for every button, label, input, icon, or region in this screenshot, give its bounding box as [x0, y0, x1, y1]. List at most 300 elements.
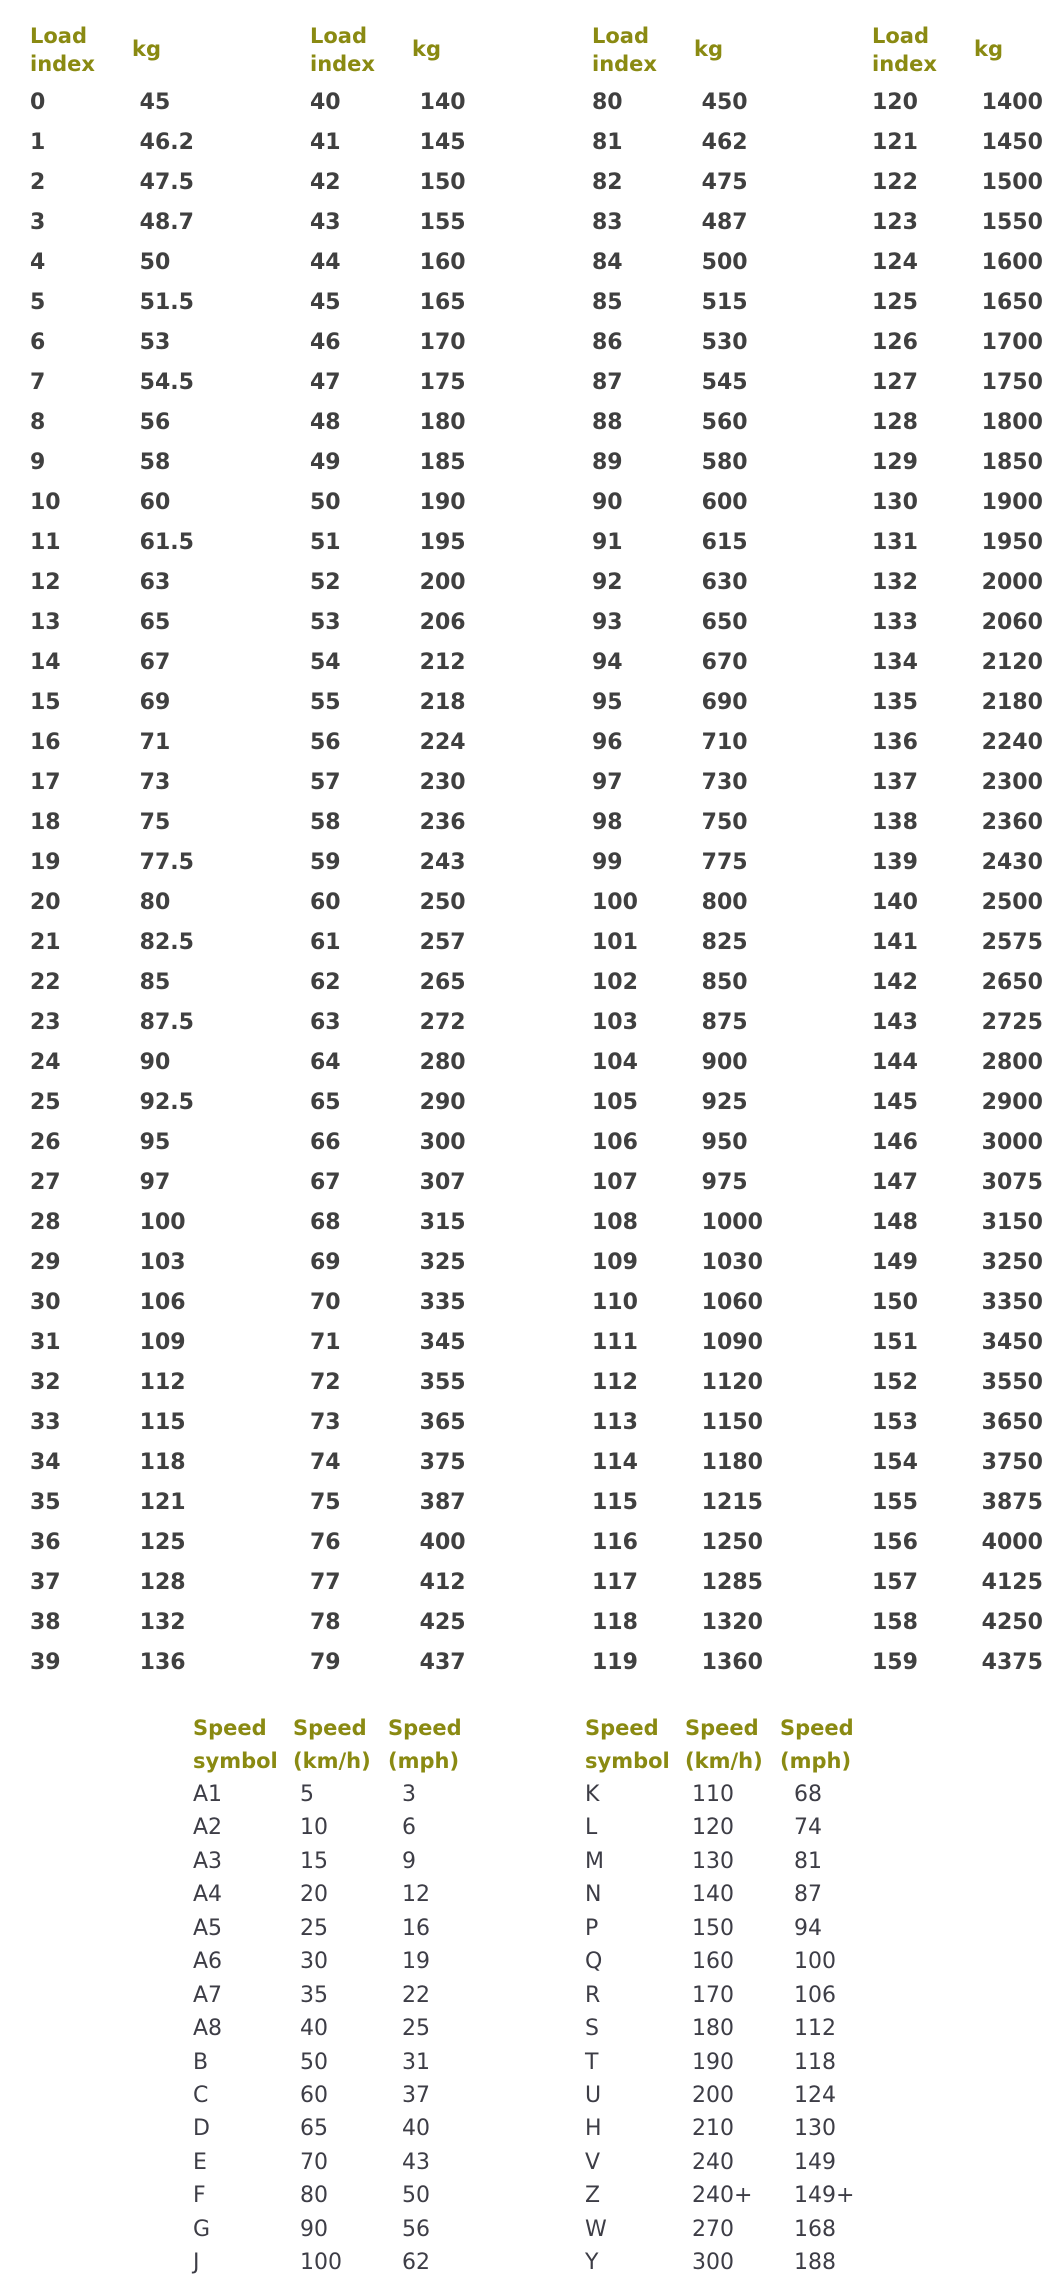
kg-value: 92.5	[139, 1090, 194, 1115]
load-index-value: 132	[872, 570, 918, 595]
speed-table-row	[585, 1945, 915, 1978]
load-index-value: 105	[592, 1090, 638, 1115]
load-index-value: 33	[30, 1410, 61, 1435]
speed-mph-header	[780, 1712, 854, 1778]
speed-mph-value: 149+	[794, 2183, 855, 2209]
speed-mph-value: 31	[402, 2049, 430, 2075]
kg-value: 46.2	[139, 130, 194, 155]
kg-value: 462	[701, 130, 748, 155]
speed-kmh-value: 60	[300, 2082, 328, 2108]
load-table-row	[872, 1363, 1055, 1403]
kg-value: 3075	[981, 1170, 1043, 1195]
speed-symbol-value: E	[193, 2149, 207, 2175]
load-table-row	[310, 1123, 550, 1163]
load-index-value: 129	[872, 450, 918, 475]
load-table-row	[310, 1243, 550, 1283]
kg-value: 3250	[981, 1250, 1043, 1275]
kg-value: 90	[139, 1050, 171, 1075]
speed-mph-value: 168	[794, 2216, 836, 2242]
load-index-value: 92	[592, 570, 623, 595]
load-table-row	[592, 643, 832, 683]
kg-value: 97	[139, 1170, 171, 1195]
load-table-row	[30, 1483, 270, 1523]
load-table-row	[30, 363, 270, 403]
speed-kmh-value: 30	[300, 1949, 328, 1975]
load-index-value: 109	[592, 1250, 638, 1275]
load-index-value: 70	[310, 1290, 341, 1315]
load-index-value: 54	[310, 650, 341, 675]
kg-value: 560	[701, 410, 748, 435]
load-index-value: 144	[872, 1050, 918, 1075]
kg-value: 730	[701, 770, 748, 795]
load-table-row	[310, 1003, 550, 1043]
load-table-row	[310, 1363, 550, 1403]
load-index-value: 51	[310, 530, 341, 555]
load-table-row	[310, 483, 550, 523]
load-table-row	[872, 963, 1055, 1003]
speed-kmh-value: 130	[692, 1848, 734, 1874]
speed-table-row	[585, 2012, 915, 2045]
speed-kmh-value: 20	[300, 1882, 328, 1908]
kg-value: 2360	[981, 810, 1043, 835]
load-index-value: 62	[310, 970, 341, 995]
load-table-row	[592, 1363, 832, 1403]
load-index-value: 82	[592, 170, 623, 195]
load-index-value: 106	[592, 1130, 638, 1155]
load-index-value: 121	[872, 130, 918, 155]
load-table-row	[872, 1483, 1055, 1523]
kg-value: 2060	[981, 610, 1043, 635]
load-table-row	[592, 723, 832, 763]
speed-kmh-value: 70	[300, 2149, 328, 2175]
speed-symbol-value: A4	[193, 1882, 223, 1908]
load-index-value: 155	[872, 1490, 918, 1515]
speed-mph-header-line2: (mph)	[388, 1749, 460, 1773]
load-index-value: 1	[30, 130, 46, 155]
load-table-row	[872, 1123, 1055, 1163]
kg-value: 2300	[981, 770, 1043, 795]
load-index-value: 20	[30, 890, 61, 915]
speed-symbol-value: T	[585, 2049, 599, 2075]
load-index-value: 61	[310, 930, 341, 955]
kg-value: 900	[701, 1050, 748, 1075]
load-table-row	[310, 283, 550, 323]
load-table-row	[872, 483, 1055, 523]
kg-value: 4250	[981, 1610, 1043, 1635]
kg-value: 307	[419, 1170, 466, 1195]
load-index-value: 9	[30, 450, 46, 475]
load-index-value: 116	[592, 1530, 638, 1555]
kg-value: 2180	[981, 690, 1043, 715]
load-table-row	[310, 443, 550, 483]
load-table-row	[310, 1403, 550, 1443]
load-table-row	[592, 123, 832, 163]
speed-mph-value: 100	[794, 1949, 836, 1975]
load-table-row	[30, 1083, 270, 1123]
load-index-value: 35	[30, 1490, 61, 1515]
kg-value: 1900	[981, 490, 1043, 515]
speed-mph-header	[388, 1712, 462, 1778]
load-index-value: 14	[30, 650, 61, 675]
load-table-row	[872, 683, 1055, 723]
load-index-value: 97	[592, 770, 623, 795]
kg-value: 257	[419, 930, 466, 955]
load-index-value: 3	[30, 210, 46, 235]
load-table-row	[310, 763, 550, 803]
load-table-row	[310, 803, 550, 843]
speed-kmh-value: 5	[300, 1782, 314, 1807]
load-table-row	[872, 1563, 1055, 1603]
speed-table-row	[193, 1878, 523, 1911]
load-table-row	[592, 1603, 832, 1643]
kg-value: 75	[139, 810, 171, 835]
load-table-row	[872, 763, 1055, 803]
speed-mph-value: 16	[402, 1915, 430, 1941]
load-index-value: 73	[310, 1410, 341, 1435]
kg-value: 545	[701, 370, 748, 395]
speed-kmh-header-line1: Speed	[293, 1716, 367, 1740]
load-table-row	[310, 963, 550, 1003]
load-table-row	[30, 1403, 270, 1443]
load-index-value: 47	[310, 370, 341, 395]
load-table-row	[592, 1443, 832, 1483]
load-index-value: 50	[310, 490, 341, 515]
load-table-row	[872, 1203, 1055, 1243]
kg-value: 4125	[981, 1570, 1043, 1595]
load-index-value: 80	[592, 90, 623, 115]
load-index-value: 30	[30, 1290, 61, 1315]
load-table-row	[592, 963, 832, 1003]
kg-value: 335	[419, 1290, 466, 1315]
speed-table-row	[193, 2179, 523, 2212]
speed-table-row	[193, 2046, 523, 2079]
kg-value: 1120	[701, 1370, 763, 1395]
load-index-value: 19	[30, 850, 61, 875]
load-index-value: 141	[872, 930, 918, 955]
speed-mph-value: 43	[402, 2149, 430, 2175]
load-table-row	[30, 803, 270, 843]
kg-value: 925	[701, 1090, 748, 1115]
speed-symbol-value: Z	[585, 2183, 601, 2209]
load-index-value: 140	[872, 890, 918, 915]
speed-symbol-value: N	[585, 1882, 602, 1908]
load-table-row	[872, 243, 1055, 283]
speed-symbol-header	[193, 1712, 278, 1778]
load-table-row	[592, 1403, 832, 1443]
speed-table-row	[585, 1878, 915, 1911]
load-table-row	[30, 523, 270, 563]
kg-value: 1500	[981, 170, 1043, 195]
load-table-row	[30, 1043, 270, 1083]
load-index-value: 46	[310, 330, 341, 355]
speed-table-row	[193, 2079, 523, 2112]
load-index-value: 53	[310, 610, 341, 635]
load-index-value: 39	[30, 1650, 61, 1675]
speed-symbol-value: L	[585, 1815, 598, 1841]
load-index-value: 156	[872, 1530, 918, 1555]
kg-value: 775	[701, 850, 748, 875]
kg-value: 103	[139, 1250, 186, 1275]
kg-value: 4000	[981, 1530, 1043, 1555]
speed-table-row	[193, 2012, 523, 2045]
speed-symbol-value: Q	[585, 1949, 603, 1975]
load-table-group-3	[592, 0, 832, 1690]
kg-value: 1320	[701, 1610, 763, 1635]
load-index-value: 104	[592, 1050, 638, 1075]
speed-symbol-value: A1	[193, 1782, 223, 1807]
speed-table-row	[585, 2046, 915, 2079]
kg-value: 160	[419, 250, 466, 275]
kg-value: 224	[419, 730, 466, 755]
kg-value: 950	[701, 1130, 748, 1155]
speed-table-row	[585, 1811, 915, 1844]
kg-value: 87.5	[139, 1010, 194, 1035]
kg-value: 115	[139, 1410, 186, 1435]
load-table-row	[592, 843, 832, 883]
kg-value: 2240	[981, 730, 1043, 755]
speed-kmh-value: 270	[692, 2216, 734, 2242]
load-table-row	[872, 83, 1055, 123]
load-index-value: 95	[592, 690, 623, 715]
load-table-row	[310, 1203, 550, 1243]
load-table-row	[872, 923, 1055, 963]
load-index-value: 75	[310, 1490, 341, 1515]
kg-value: 218	[419, 690, 466, 715]
kg-value: 243	[419, 850, 466, 875]
load-index-value: 122	[872, 170, 918, 195]
load-table-rows-0-39	[30, 83, 270, 1683]
load-index-value: 49	[310, 450, 341, 475]
kg-value: 500	[701, 250, 748, 275]
load-index-value: 18	[30, 810, 61, 835]
load-table-group-4	[872, 0, 1055, 1690]
load-index-value: 8	[30, 410, 46, 435]
load-table-row	[310, 523, 550, 563]
speed-kmh-value: 65	[300, 2116, 328, 2142]
load-index-value: 151	[872, 1330, 918, 1355]
load-index-value: 94	[592, 650, 623, 675]
speed-symbol-header	[585, 1712, 670, 1778]
load-index-value: 131	[872, 530, 918, 555]
load-table-row	[30, 1123, 270, 1163]
load-index-value: 31	[30, 1330, 61, 1355]
load-table-row	[592, 203, 832, 243]
load-table-row	[310, 643, 550, 683]
load-table-row	[592, 603, 832, 643]
kg-value: 2650	[981, 970, 1043, 995]
kg-value: 710	[701, 730, 748, 755]
speed-symbol-value: A3	[193, 1848, 223, 1874]
load-index-value: 15	[30, 690, 61, 715]
kg-value: 1600	[981, 250, 1043, 275]
kg-value: 325	[419, 1250, 466, 1275]
speed-kmh-header-line2: (km/h)	[293, 1749, 371, 1773]
load-index-value: 136	[872, 730, 918, 755]
load-table-row	[310, 1563, 550, 1603]
load-index-value: 128	[872, 410, 918, 435]
load-index-value: 126	[872, 330, 918, 355]
speed-mph-value: 68	[794, 1782, 822, 1807]
load-index-value: 110	[592, 1290, 638, 1315]
speed-kmh-value: 300	[692, 2250, 734, 2276]
load-table-row	[592, 1003, 832, 1043]
kg-value: 345	[419, 1330, 466, 1355]
speed-symbol-value: P	[585, 1915, 599, 1941]
speed-symbol-value: M	[585, 1848, 604, 1874]
load-table-row	[592, 1123, 832, 1163]
kg-value: 2430	[981, 850, 1043, 875]
speed-table-row	[193, 2112, 523, 2145]
load-index-value: 48	[310, 410, 341, 435]
load-index-value: 101	[592, 930, 638, 955]
kg-value: 1850	[981, 450, 1043, 475]
speed-table-group-2	[585, 1712, 915, 2296]
load-index-value: 64	[310, 1050, 341, 1075]
load-table-row	[30, 483, 270, 523]
kg-value: 412	[419, 1570, 466, 1595]
speed-mph-value: 22	[402, 1982, 430, 2008]
kg-value: 1250	[701, 1530, 763, 1555]
kg-value: 121	[139, 1490, 186, 1515]
kg-value: 1400	[981, 90, 1043, 115]
kg-value: 180	[419, 410, 466, 435]
load-table-row	[30, 1283, 270, 1323]
kg-value: 58	[139, 450, 171, 475]
load-index-value: 58	[310, 810, 341, 835]
load-index-value: 41	[310, 130, 341, 155]
load-index-value: 117	[592, 1570, 638, 1595]
load-table-row	[30, 723, 270, 763]
load-index-value: 38	[30, 1610, 61, 1635]
load-index-value: 159	[872, 1650, 918, 1675]
load-index-value: 152	[872, 1370, 918, 1395]
speed-table-rows-a1-j	[193, 1778, 523, 2280]
load-index-header: Load index	[310, 24, 375, 76]
load-table-row	[310, 923, 550, 963]
load-index-value: 59	[310, 850, 341, 875]
kg-header: kg	[694, 37, 723, 61]
kg-value: 300	[419, 1130, 466, 1155]
load-index-value: 22	[30, 970, 61, 995]
kg-header: kg	[974, 37, 1003, 61]
kg-value: 3450	[981, 1330, 1043, 1355]
kg-value: 125	[139, 1530, 186, 1555]
speed-kmh-value: 50	[300, 2049, 328, 2075]
load-index-value: 139	[872, 850, 918, 875]
speed-symbol-value: A7	[193, 1982, 223, 2008]
kg-value: 132	[139, 1610, 186, 1635]
load-table-row	[30, 83, 270, 123]
load-table-row	[310, 403, 550, 443]
load-table-row	[872, 163, 1055, 203]
load-index-value: 25	[30, 1090, 61, 1115]
load-index-value: 130	[872, 490, 918, 515]
kg-value: 4375	[981, 1650, 1043, 1675]
load-table-row	[592, 883, 832, 923]
kg-value: 1215	[701, 1490, 763, 1515]
load-index-value: 77	[310, 1570, 341, 1595]
load-table-row	[872, 1443, 1055, 1483]
load-table-row	[30, 1203, 270, 1243]
load-index-value: 26	[30, 1130, 61, 1155]
speed-table-row	[193, 1912, 523, 1945]
load-index-value: 135	[872, 690, 918, 715]
kg-value: 65	[139, 610, 171, 635]
speed-table-row	[193, 2213, 523, 2246]
load-index-value: 6	[30, 330, 46, 355]
load-table-row	[872, 723, 1055, 763]
kg-value: 175	[419, 370, 466, 395]
speed-kmh-header	[685, 1712, 763, 1778]
load-index-value: 74	[310, 1450, 341, 1475]
load-index-value: 100	[592, 890, 638, 915]
kg-value: 67	[139, 650, 171, 675]
load-index-value: 67	[310, 1170, 341, 1195]
speed-mph-value: 106	[794, 1982, 836, 2008]
speed-symbol-value: V	[585, 2149, 601, 2175]
load-index-value: 133	[872, 610, 918, 635]
load-table-row	[310, 1163, 550, 1203]
load-index-value: 36	[30, 1530, 61, 1555]
speed-mph-value: 3	[402, 1782, 416, 1807]
load-table-row	[30, 683, 270, 723]
speed-symbol-value: K	[585, 1782, 600, 1807]
kg-header: kg	[132, 37, 161, 61]
load-table-row	[30, 1643, 270, 1683]
load-table-row	[872, 1323, 1055, 1363]
load-index-value: 57	[310, 770, 341, 795]
kg-value: 800	[701, 890, 748, 915]
load-table-row	[30, 323, 270, 363]
kg-value: 2800	[981, 1050, 1043, 1075]
kg-value: 60	[139, 490, 171, 515]
load-index-value: 55	[310, 690, 341, 715]
kg-value: 280	[419, 1050, 466, 1075]
kg-value: 2000	[981, 570, 1043, 595]
kg-value: 1000	[701, 1210, 763, 1235]
load-table-row	[592, 483, 832, 523]
load-index-value: 85	[592, 290, 623, 315]
load-table-row	[872, 1283, 1055, 1323]
kg-value: 850	[701, 970, 748, 995]
load-index-value: 27	[30, 1170, 61, 1195]
kg-value: 265	[419, 970, 466, 995]
load-table-rows-80-119	[592, 83, 832, 1683]
load-table-row	[30, 163, 270, 203]
load-table-row	[310, 1643, 550, 1683]
kg-value: 145	[419, 130, 466, 155]
kg-value: 150	[419, 170, 466, 195]
kg-value: 100	[139, 1210, 186, 1235]
load-index-value: 0	[30, 90, 46, 115]
kg-value: 136	[139, 1650, 186, 1675]
speed-table-row	[585, 2213, 915, 2246]
speed-mph-value: 50	[402, 2183, 430, 2209]
speed-mph-header-line2: (mph)	[780, 1749, 852, 1773]
kg-header: kg	[412, 37, 441, 61]
speed-mph-value: 87	[794, 1882, 822, 1908]
speed-symbol-value: A6	[193, 1949, 223, 1975]
kg-value: 200	[419, 570, 466, 595]
speed-kmh-value: 140	[692, 1882, 734, 1908]
load-table-row	[30, 563, 270, 603]
load-table-row	[30, 283, 270, 323]
kg-value: 236	[419, 810, 466, 835]
load-index-value: 119	[592, 1650, 638, 1675]
load-index-value: 42	[310, 170, 341, 195]
speed-symbol-value: A5	[193, 1915, 223, 1941]
load-table-row	[872, 443, 1055, 483]
